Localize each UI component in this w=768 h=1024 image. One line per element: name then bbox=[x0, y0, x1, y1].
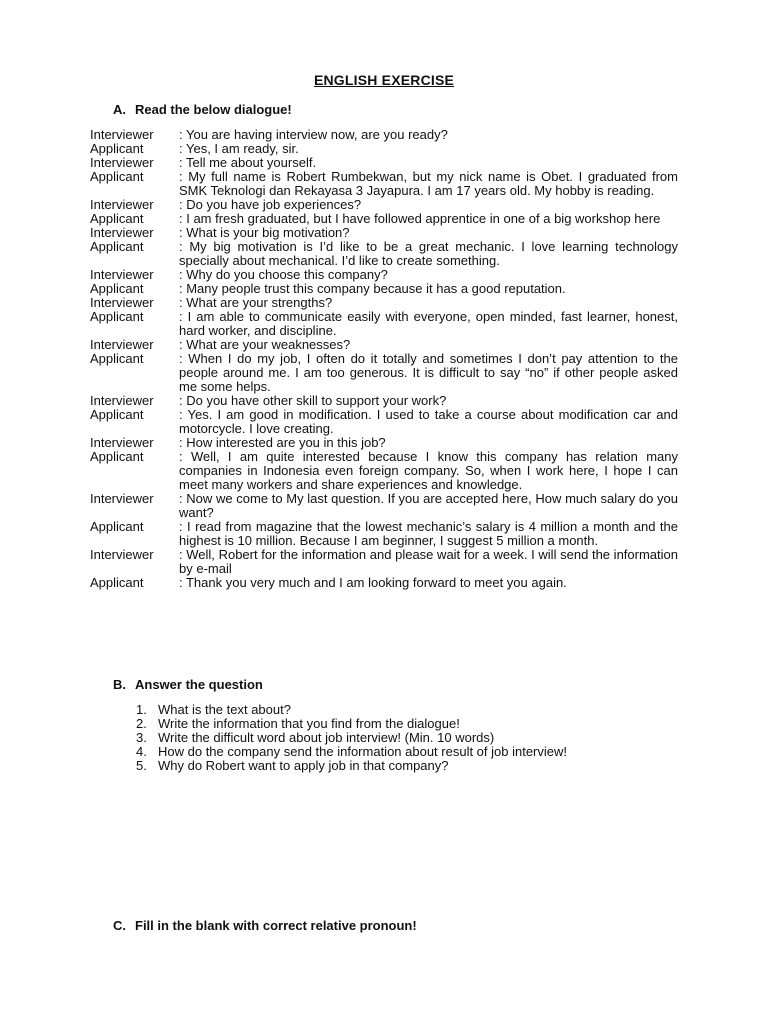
dialogue-row bbox=[90, 436, 678, 450]
question-item bbox=[136, 703, 696, 717]
dialogue-speaker: Interviewer bbox=[90, 225, 154, 240]
dialogue-line: : Now we come to My last question. If you are accepted here, How much salary do you want? bbox=[179, 491, 678, 520]
dialogue-row bbox=[90, 170, 678, 198]
dialogue-line: : You are having interview now, are you ready? bbox=[179, 127, 448, 142]
dialogue-speaker: Interviewer bbox=[90, 393, 154, 408]
section-c-text: Fill in the blank with correct relative pronoun! bbox=[135, 918, 417, 933]
dialogue-line: : Tell me about yourself. bbox=[179, 155, 317, 170]
dialogue-speaker: Applicant bbox=[90, 575, 144, 590]
dialogue-speaker: Applicant bbox=[90, 281, 144, 296]
section-b-text: Answer the question bbox=[135, 677, 263, 692]
section-a-heading bbox=[113, 102, 292, 117]
dialogue-speaker: Applicant bbox=[90, 449, 144, 464]
dialogue-row bbox=[90, 520, 678, 548]
dialogue-row bbox=[90, 282, 678, 296]
dialogue-line: : What are your strengths? bbox=[179, 295, 333, 310]
dialogue-line: : What are your weaknesses? bbox=[179, 337, 351, 352]
dialogue-row bbox=[90, 352, 678, 394]
dialogue-row bbox=[90, 142, 678, 156]
dialogue-line: : How interested are you in this job? bbox=[179, 435, 386, 450]
dialogue-row bbox=[90, 226, 678, 240]
dialogue-line: : Thank you very much and I am looking forward to meet you again. bbox=[179, 575, 567, 590]
question-item bbox=[136, 745, 696, 759]
dialogue-speaker: Interviewer bbox=[90, 491, 154, 506]
dialogue-line: : My big motivation is I’d like to be a great mechanic. I love learning technology specially about mechanical. I’d like to create something. bbox=[179, 239, 678, 268]
dialogue-row bbox=[90, 296, 678, 310]
document-title: ENGLISH EXERCISE bbox=[313, 72, 455, 88]
dialogue-line: : When I do my job, I often do it totally and sometimes I don’t pay attention to the people around me. I am too generous. It is difficult to say “no” if other people asked me some helps. bbox=[179, 351, 678, 394]
question-number: 2. bbox=[136, 716, 147, 731]
dialogue-line: : What is your big motivation? bbox=[179, 225, 350, 240]
question-text: Why do Robert want to apply job in that company? bbox=[158, 758, 449, 773]
dialogue-line: : Well, I am quite interested because I know this company has relation many companies in Indonesia even foreign company. So, when I work here, I hope I can meet many workers and share experiences and knowledge. bbox=[179, 449, 678, 492]
question-number: 1. bbox=[136, 702, 147, 717]
dialogue-speaker: Interviewer bbox=[90, 155, 154, 170]
dialogue-line: : I am able to communicate easily with everyone, open minded, fast learner, honest, hard worker, and discipline. bbox=[179, 309, 678, 338]
question-number: 3. bbox=[136, 730, 147, 745]
section-b-letter: B. bbox=[113, 677, 126, 692]
question-item bbox=[136, 759, 696, 773]
dialogue-speaker: Interviewer bbox=[90, 197, 154, 212]
dialogue-line: : I read from magazine that the lowest mechanic’s salary is 4 million a month and the highest is 10 million. Because I am beginner, I suggest 5 million a month. bbox=[179, 519, 678, 548]
question-item bbox=[136, 731, 696, 745]
dialogue-line: : Why do you choose this company? bbox=[179, 267, 388, 282]
dialogue-speaker: Interviewer bbox=[90, 295, 154, 310]
section-a-text: Read the below dialogue! bbox=[135, 102, 292, 117]
dialogue-line: : Many people trust this company because it has a good reputation. bbox=[179, 281, 566, 296]
question-text: Write the difficult word about job interview! (Min. 10 words) bbox=[158, 730, 495, 745]
dialogue-speaker: Interviewer bbox=[90, 127, 154, 142]
question-text: What is the text about? bbox=[158, 702, 291, 717]
dialogue-speaker: Applicant bbox=[90, 519, 144, 534]
dialogue-row bbox=[90, 128, 678, 142]
dialogue-row bbox=[90, 492, 678, 520]
dialogue-row bbox=[90, 268, 678, 282]
dialogue-block bbox=[90, 128, 678, 590]
dialogue-line: : My full name is Robert Rumbekwan, but my nick name is Obet. I graduated from SMK Teknologi dan Rekayasa 3 Jayapura. I am 17 years old. My hobby is reading. bbox=[179, 169, 678, 198]
dialogue-row bbox=[90, 408, 678, 436]
dialogue-row bbox=[90, 576, 678, 590]
question-number: 5. bbox=[136, 758, 147, 773]
dialogue-row bbox=[90, 310, 678, 338]
dialogue-line: : Yes, I am ready, sir. bbox=[179, 141, 299, 156]
question-text: Write the information that you find from the dialogue! bbox=[158, 716, 460, 731]
dialogue-speaker: Applicant bbox=[90, 169, 144, 184]
question-list bbox=[136, 703, 696, 773]
dialogue-speaker: Applicant bbox=[90, 211, 144, 226]
dialogue-speaker: Applicant bbox=[90, 351, 144, 366]
dialogue-row bbox=[90, 212, 678, 226]
dialogue-speaker: Interviewer bbox=[90, 337, 154, 352]
dialogue-speaker: Applicant bbox=[90, 141, 144, 156]
dialogue-line: : Well, Robert for the information and please wait for a week. I will send the information by e-mail bbox=[179, 547, 678, 576]
dialogue-row bbox=[90, 198, 678, 212]
section-b-heading bbox=[113, 677, 263, 692]
dialogue-speaker: Interviewer bbox=[90, 435, 154, 450]
section-a-letter: A. bbox=[113, 102, 126, 117]
dialogue-line: : I am fresh graduated, but I have followed apprentice in one of a big workshop here bbox=[179, 211, 661, 226]
section-c-letter: C. bbox=[113, 918, 126, 933]
dialogue-speaker: Interviewer bbox=[90, 267, 154, 282]
section-c-heading bbox=[113, 918, 417, 933]
dialogue-speaker: Interviewer bbox=[90, 547, 154, 562]
dialogue-row bbox=[90, 156, 678, 170]
dialogue-row bbox=[90, 338, 678, 352]
question-item bbox=[136, 717, 696, 731]
question-number: 4. bbox=[136, 744, 147, 759]
dialogue-line: : Do you have job experiences? bbox=[179, 197, 362, 212]
dialogue-row bbox=[90, 450, 678, 492]
dialogue-row bbox=[90, 548, 678, 576]
dialogue-speaker: Applicant bbox=[90, 407, 144, 422]
question-text: How do the company send the information about result of job interview! bbox=[158, 744, 568, 759]
dialogue-row bbox=[90, 394, 678, 408]
dialogue-speaker: Applicant bbox=[90, 239, 144, 254]
dialogue-line: : Do you have other skill to support your work? bbox=[179, 393, 447, 408]
dialogue-row bbox=[90, 240, 678, 268]
dialogue-line: : Yes. I am good in modification. I used to take a course about modification car and motorcycle. I love creating. bbox=[179, 407, 678, 436]
dialogue-speaker: Applicant bbox=[90, 309, 144, 324]
